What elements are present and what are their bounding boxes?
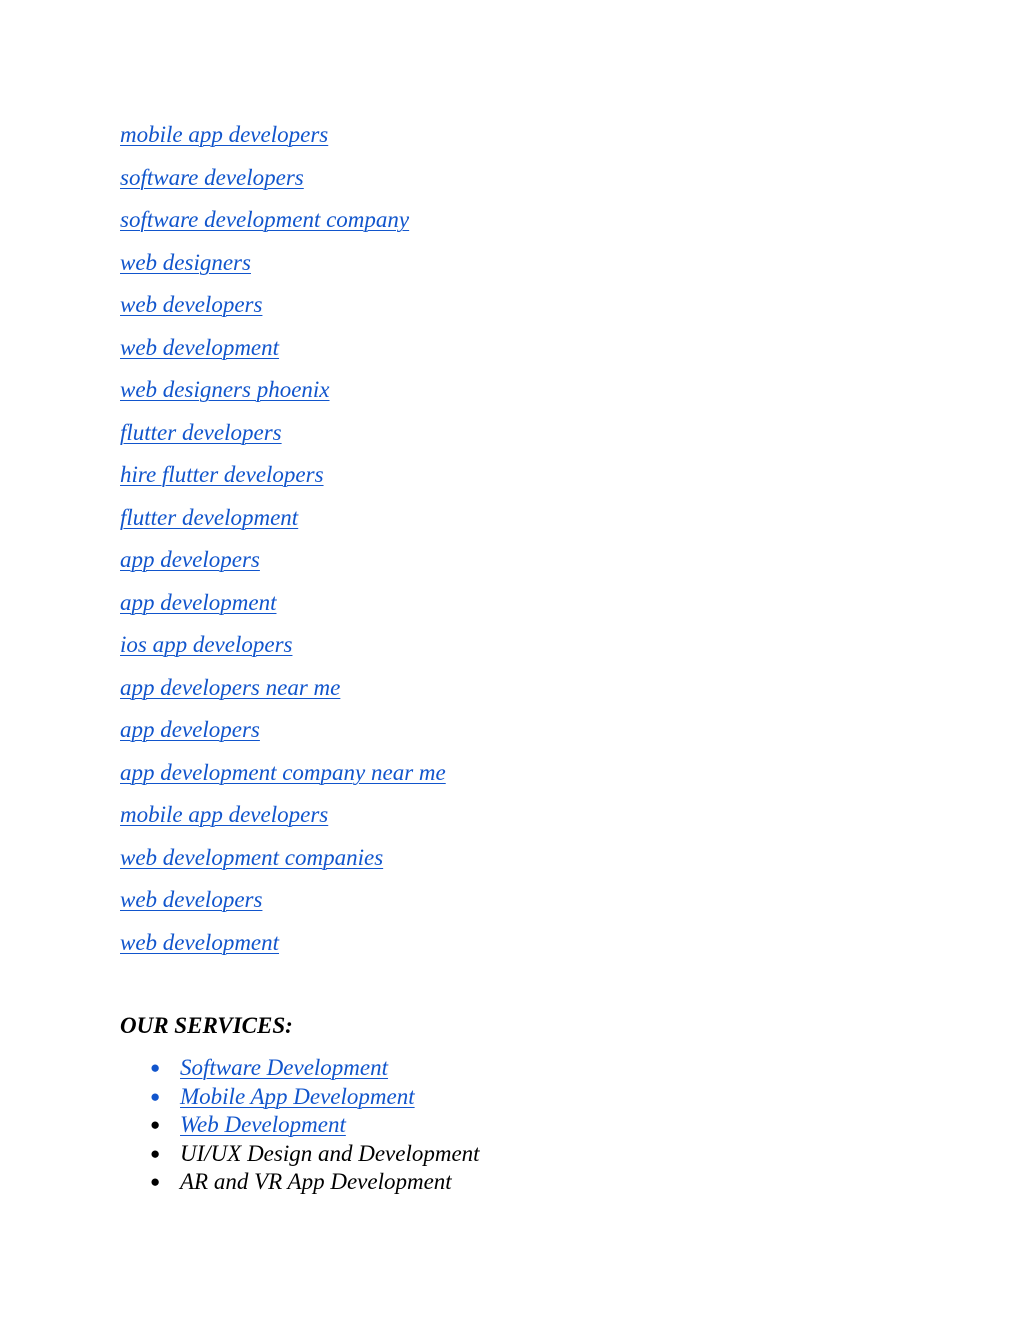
service-item: [150, 1140, 480, 1169]
service-link-web-development[interactable]: Web Development: [180, 1112, 346, 1137]
list-item: [120, 414, 446, 457]
service-item: [150, 1054, 480, 1083]
keyword-link[interactable]: web developers: [120, 887, 263, 912]
service-item: [150, 1111, 480, 1140]
list-item: [120, 584, 446, 627]
bullet-icon: ●: [150, 1115, 161, 1134]
keyword-link[interactable]: app developers near me: [120, 674, 341, 700]
bullet-icon: ●: [150, 1086, 161, 1106]
keyword-link[interactable]: app developers: [120, 547, 260, 572]
list-item: [120, 329, 446, 372]
keyword-link[interactable]: web developers: [120, 292, 263, 317]
list-item: [120, 541, 446, 584]
list-item: [120, 499, 446, 542]
list-item: [120, 711, 446, 754]
bullet-icon: ●: [150, 1143, 161, 1163]
service-text-ui-ux: UI/UX Design and Development: [180, 1140, 480, 1166]
list-item: [120, 201, 446, 244]
keyword-link[interactable]: hire flutter developers: [120, 462, 324, 487]
keyword-link[interactable]: app development company near me: [120, 759, 446, 785]
list-item: [120, 754, 446, 797]
list-item: [120, 244, 446, 287]
list-item: [120, 626, 446, 669]
bullet-icon: ●: [150, 1172, 161, 1191]
service-link-software-development[interactable]: Software Development: [180, 1055, 389, 1080]
services-heading: OUR SERVICES:: [120, 1013, 293, 1038]
list-item: [120, 286, 446, 329]
keyword-link[interactable]: flutter development: [120, 504, 299, 530]
services-list: [150, 1054, 480, 1197]
keyword-link[interactable]: app developers: [120, 717, 260, 742]
keyword-link[interactable]: web development: [120, 929, 280, 955]
list-item: [120, 669, 446, 712]
keyword-link[interactable]: mobile app developers: [120, 122, 329, 147]
keyword-link[interactable]: app development: [120, 589, 277, 615]
keyword-link[interactable]: web development companies: [120, 844, 384, 870]
keyword-link-list: [120, 116, 446, 966]
keyword-link[interactable]: web development: [120, 334, 280, 360]
keyword-link[interactable]: web designers: [120, 249, 251, 275]
service-item: [150, 1083, 480, 1112]
list-item: [120, 116, 446, 159]
list-item: [120, 371, 446, 414]
keyword-link[interactable]: software developers: [120, 164, 304, 190]
keyword-link[interactable]: mobile app developers: [120, 802, 329, 827]
list-item: [120, 796, 446, 839]
list-item: [120, 159, 446, 202]
service-text-ar-vr: AR and VR App Development: [180, 1169, 452, 1194]
list-item: [120, 456, 446, 499]
service-item: [150, 1168, 480, 1197]
keyword-link[interactable]: software development company: [120, 207, 410, 232]
service-link-mobile-app-development[interactable]: Mobile App Development: [180, 1083, 415, 1109]
bullet-icon: ●: [150, 1058, 161, 1077]
list-item: [120, 924, 446, 967]
keyword-link[interactable]: web designers phoenix: [120, 377, 330, 402]
keyword-link[interactable]: flutter developers: [120, 419, 282, 445]
list-item: [120, 839, 446, 882]
keyword-link[interactable]: ios app developers: [120, 632, 293, 657]
list-item: [120, 881, 446, 924]
